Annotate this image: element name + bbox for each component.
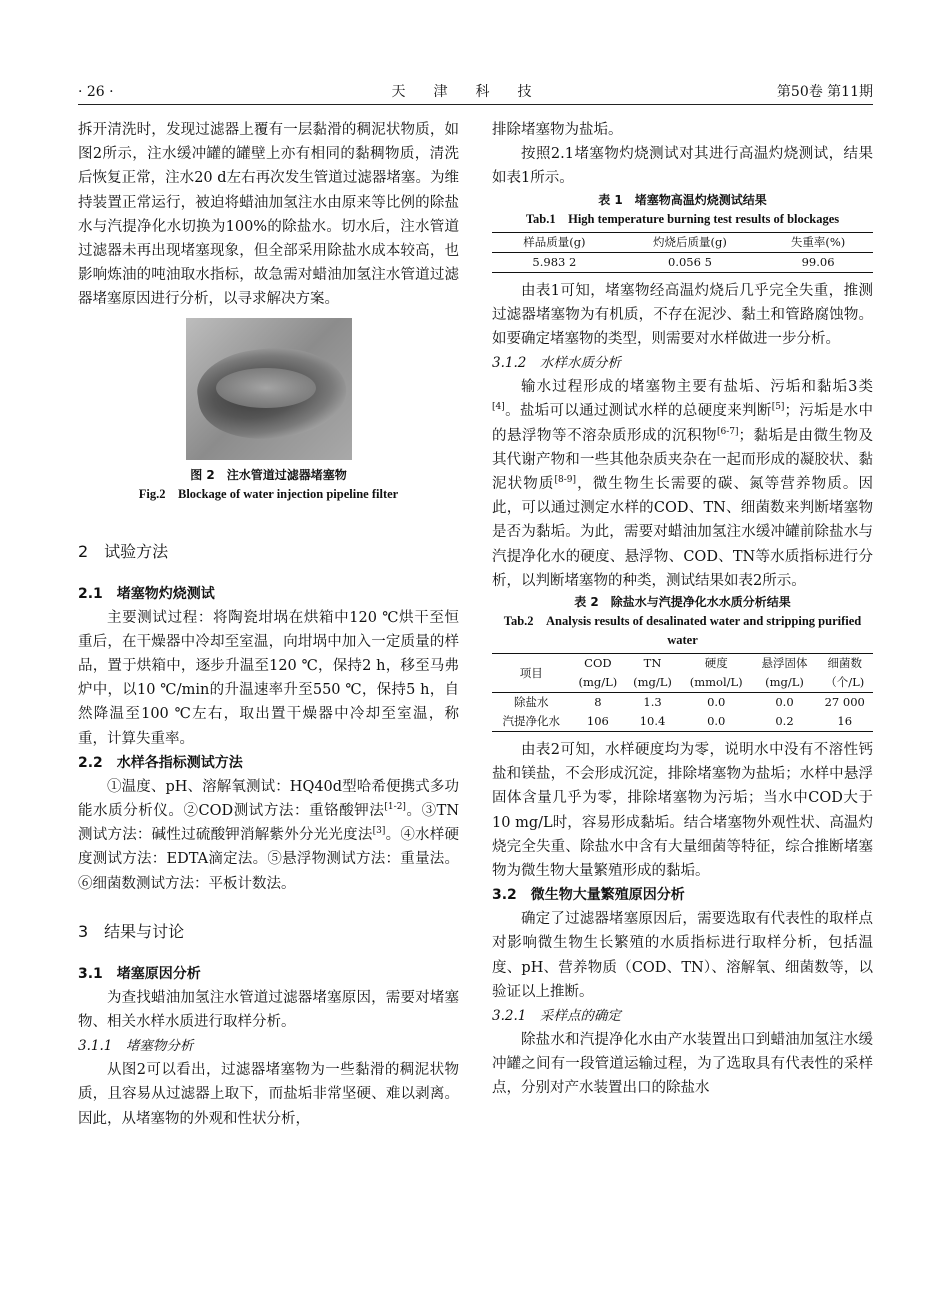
section-3-2-1-title: 3.2.1 采样点的确定 (492, 1008, 621, 1025)
section-3-title: 3 结果与讨论 (78, 921, 185, 941)
section-2-title: 2 试验方法 (78, 541, 169, 561)
citation: [1-2] (384, 802, 406, 813)
paragraph-2-2: ①温度、pH、溶解氧测试：HQ40d型哈希便携式多功能水质分析仪。②COD测试方法：重铬酸钾法[1-2]。③TN测试方法：碱性过硫酸钾消解紫外分光光度法[3]。④水样硬度测试方法：EDTA滴定法。⑤悬浮物测试方法：重量法。⑥细菌数测试方法：平板计数法。 (78, 778, 460, 892)
paragraph-intro: 拆开清洗时，发现过滤器上覆有一层黏滑的稠泥状物质，如图2所示，注水缓冲罐的罐壁上亦有相同的黏稠物质，清洗后恢复正常，注水20 d左右再次发生管道过滤器堵塞。为维持装置正常运行，被迫将蜡油加氢注水由原来等比例的除盐水与汽提净化水切换为100%的除盐水。切水后，注水管道过滤器未再出现堵塞现象，但全部采用除盐水成本较高，也影响炼油的吨油取水指标，故急需对蜡油加氢注水管道过滤器堵塞原因进行分析，以寻求解决方案。 (78, 122, 459, 308)
table-2-unit: （个/L) (816, 673, 873, 693)
table-2-unit: (mg/L) (571, 673, 626, 693)
figure-2-caption-cn: 图 2 注水管道过滤器堵塞物 (190, 467, 347, 482)
paragraph-table-2-discussion: 由表2可知，水样硬度均为零，说明水中没有不溶性钙盐和镁盐，不会形成沉淀，排除堵塞物为盐垢；水样中悬浮固体含量几乎为零，排除堵塞物为污垢；当水中COD大于10 mg/L时，容易形成黏垢。结合堵塞物外观性状、高温灼烧完全失重、除盐水中含有大量细菌等特征，综合推断堵塞物为微生物大量繁殖形成的黏垢。 (492, 742, 873, 880)
table-row (492, 693, 873, 713)
section-3-1-2-title: 3.1.2 水样水质分析 (492, 355, 621, 372)
paragraph-2-1: 主要测试过程：将陶瓷坩埚在烘箱中120 ℃烘干至恒重后，在干燥器中冷却至室温，向坩埚中加入一定质量的样品，置于烘箱中，逐步升温至120 ℃，保持2 h，移至马弗炉中，以10 ℃/min的升温速率升至550 ℃，保持5 h，自然降温至100 ℃左右，取出置干燥器中冷却至室温，称重，计算失重率。 (78, 609, 459, 747)
paragraph-3-2: 确定了过滤器堵塞原因后，需要选取有代表性的取样点对影响微生物生长繁殖的水质指标进行取样分析，包括温度、pH、营养物质（COD、TN）、溶解氧、细菌数等，以验证以上推断。 (492, 911, 873, 1000)
table-2-header-item: 项目 (492, 654, 571, 693)
paragraph-table-1-discussion: 由表1可知，堵塞物经高温灼烧后几乎完全失重，推测过滤器堵塞物为有机质，不存在泥沙、黏土和管路腐蚀物。如要确定堵塞物的类型，则需要对水样做进一步分析。 (492, 282, 873, 348)
running-header (78, 80, 873, 105)
table-2-unit: (mg/L) (625, 673, 680, 693)
table-row (492, 712, 873, 732)
section-3-1-1-title: 3.1.1 堵塞物分析 (78, 1038, 194, 1055)
table-1-header: 失重率(%) (763, 232, 873, 252)
table-1-caption-cn: 表 1 堵塞物高温灼烧测试结果 (598, 192, 767, 207)
section-3-2-title: 3.2 微生物大量繁殖原因分析 (492, 887, 685, 904)
table-2-caption-cn: 表 2 除盐水与汽提净化水水质分析结果 (574, 595, 791, 610)
table-2-row-name: 除盐水 (514, 695, 549, 710)
table-1-cell: 5.983 2 (492, 252, 617, 272)
table-2-cell: 1.3 (643, 695, 662, 710)
table-1-header: 灼烧后质量(g) (617, 232, 763, 252)
table-2-cell: 0.0 (707, 695, 726, 710)
table-2-row-name: 汽提净化水 (492, 712, 571, 732)
volume-issue: 第50卷 第11期 (776, 84, 873, 100)
table-1-cell: 99.06 (763, 252, 873, 272)
paragraph-burn-test: 按照2.1堵塞物灼烧测试对其进行高温灼烧测试，结果如表1所示。 (492, 146, 873, 187)
paragraph-3-1: 为查找蜡油加氢注水管道过滤器堵塞原因，需要对堵塞物、相关水样水质进行取样分析。 (78, 989, 459, 1031)
table-2-header: COD (571, 654, 626, 674)
table-2-cell: 0.0 (680, 712, 753, 732)
citation: [6-7] (717, 426, 739, 437)
table-1-cell: 0.056 5 (617, 252, 763, 272)
table-2-unit: (mmol/L) (680, 673, 753, 693)
paragraph-3-2-1: 除盐水和汽提净化水由产水装置出口到蜡油加氢注水缓冲罐之间有一段管道运输过程，为了选取具有代表性的采样点，分别对产水装置出口的除盐水 (492, 1032, 873, 1097)
table-2-cell: 16 (816, 712, 873, 732)
table-2-header: 细菌数 (816, 654, 873, 674)
table-2-caption-en: Tab.2 Analysis results of desalinated water and stripping purified water (503, 614, 862, 648)
blockage-photo (186, 318, 352, 460)
paragraph-continued: 排除堵塞物为盐垢。 (492, 122, 623, 138)
citation: [8-9] (554, 475, 577, 486)
table-2-unit: (mg/L) (753, 673, 817, 693)
table-2-cell: 106 (571, 712, 626, 732)
journal-name: 天津科技 (391, 84, 560, 100)
table-2-header: 硬度 (680, 654, 753, 674)
paragraph-3-1-1: 从图2可以看出，过滤器堵塞物为一些黏滑的稠泥状物质，且容易从过滤器上取下，而盐垢非常坚硬、难以剥离。因此，从堵塞物的外观和性状分析， (78, 1062, 459, 1127)
left-column (78, 118, 459, 1131)
table-2-cell: 27 000 (824, 695, 865, 710)
table-2-cell: 0.0 (775, 695, 794, 710)
figure-2-caption-en: Fig.2 Blockage of water injection pipeline filter (138, 486, 399, 501)
table-2-header: 悬浮固体 (753, 654, 817, 674)
table-2-cell: 8 (594, 695, 602, 710)
section-2-2-title: 2.2 水样各指标测试方法 (78, 754, 243, 771)
table-1-header: 样品质量(g) (492, 232, 617, 252)
figure-2 (78, 318, 459, 504)
page-number: · 26 · (78, 84, 114, 100)
table-2-cell: 0.2 (753, 712, 817, 732)
citation: [4] (492, 402, 505, 413)
citation: [3] (372, 826, 386, 837)
paragraph-3-1-2: 输水过程形成的堵塞物主要有盐垢、污垢和黏垢3类[4]。盐垢可以通过测试水样的总硬度来判断[5]；污垢是水中的悬浮物等不溶杂质形成的沉积物[6-7]；黏垢是由微生物及其代谢产物和一些其他杂质夹杂在一起而形成的凝胶状、黏泥状物质[8-9]，微生物生长需要的碳、氮等营养物质。因此，可以通过测定水样的COD、TN、细菌数来判断堵塞物是否为黏垢。为此，需要对蜡油加氢注水缓冲罐前除盐水与汽提净化水的硬度、悬浮物、COD、TN等水质指标进行分析，以判断堵塞物的种类，测试结果如表2所示。 (492, 379, 874, 589)
table-2-header: TN (625, 654, 680, 674)
section-3-1-title: 3.1 堵塞原因分析 (78, 965, 201, 982)
table-1-caption-en: Tab.1 High temperature burning test results of blockages (525, 211, 840, 226)
table-2 (492, 653, 873, 732)
section-2-1-title: 2.1 堵塞物灼烧测试 (78, 585, 215, 602)
table-2-cell: 10.4 (625, 712, 680, 732)
citation: [5] (771, 402, 785, 413)
right-column (492, 118, 873, 1101)
table-1 (492, 232, 873, 273)
